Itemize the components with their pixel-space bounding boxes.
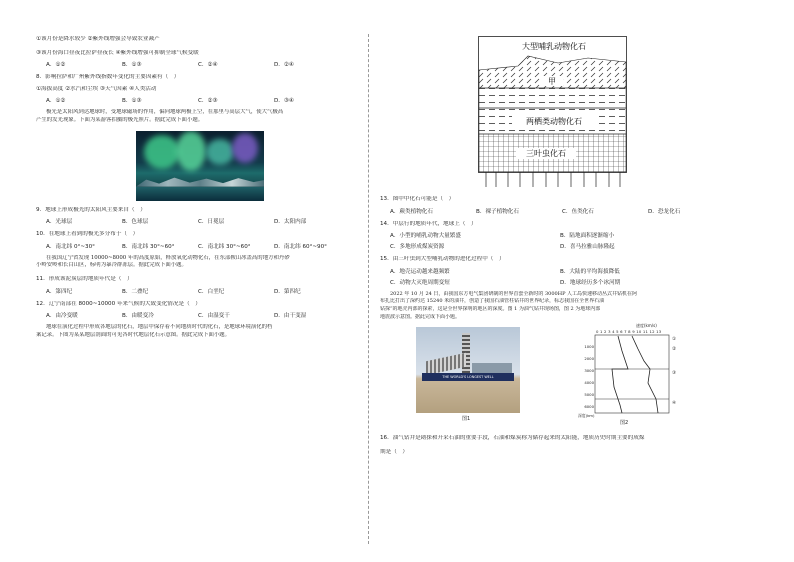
option-a: A．小型的哺乳动物大量繁盛 — [390, 233, 461, 240]
layer-mark-3: ③ — [672, 371, 677, 377]
question-15: 15．由三叶虫到大型哺乳动物的进化过程中（ ） — [380, 256, 505, 263]
option-c: C．多地形成煤炭资源 — [390, 244, 445, 251]
question-11: 11．形成该泥炭层的地质年代是（ ） — [36, 275, 133, 282]
question-12: 12．辽宁南部在 8000~10000 年来气候的大致变化情况是（ ） — [36, 300, 201, 307]
passage-line: 小岭安岭和长白山区，标明为暴冷群冻层。据此完成下面小题。 — [36, 262, 187, 269]
depth-tick: 5000 — [584, 392, 594, 398]
option-a: A．南北纬 0°~30° — [46, 243, 95, 250]
option-d: D．由干变湿 — [274, 313, 307, 320]
option-b: B．①③ — [122, 98, 142, 105]
passage-line: 地震波示意图。据此完成下面小题。 — [380, 313, 461, 320]
left-column — [36, 36, 358, 339]
depth-ticks — [580, 341, 594, 413]
question-16: 16．油气钻井是勘探和开采石油的重要手段，石油和煤炭称为储存起来的太阳能，地质历史时期主要的成煤 — [380, 435, 645, 442]
option-d: D．第四纪 — [274, 288, 301, 295]
option-c: C．②③ — [198, 98, 218, 105]
strata-label-trilobite: 三叶虫化石 — [526, 149, 566, 158]
axis-label-depth: 深度(km) — [578, 413, 595, 419]
question-13: 13．图中甲化石可能是（ ） — [380, 196, 455, 202]
answer-options — [390, 207, 750, 215]
depth-tick: 1000 — [584, 344, 594, 350]
passage-line: 地球在演化过程中形成各地层的化石，地层中保存着不同地质时代的化石，是地球环境演化的档 — [46, 324, 273, 331]
option-b: B．①③ — [122, 62, 142, 69]
option-line: ③该月份海口昼夜比拉萨昼夜长 ④紫外线增强可抑制全球气候变暖 — [36, 49, 199, 56]
option-a: A．蕨类植物化石 — [390, 208, 433, 215]
passage-aurora — [36, 109, 358, 124]
answer-options — [46, 242, 358, 250]
axis-label-velocity: 速度(km/s) — [636, 323, 657, 329]
question-16-cont: 期是（ ） — [380, 448, 408, 455]
drilling-rig-photo — [416, 327, 520, 413]
option-c: C．由湿变干 — [198, 313, 230, 320]
passage-line: 2022 年 10 月 24 日，由我国东方电气集团研制的世界首套全新时的 3000HP 人工岛快速移动丛式井钻机在阿 — [390, 290, 638, 297]
question-9: 9．地球上形成极光的太阳风主要来自（ ） — [36, 206, 146, 213]
right-column — [380, 38, 750, 456]
question-8: 8．影响拉萨和广州紫外线指数年变化的主要因素有（ ） — [36, 74, 180, 81]
question-14: 14．甲层行的地质年代，地球上（ ） — [380, 220, 477, 227]
option-c: C．鱼类化石 — [562, 208, 594, 215]
option-a: A．①② — [46, 98, 66, 105]
option-c: C．日冕层 — [198, 219, 225, 226]
option-a: A．①② — [46, 62, 66, 69]
strata-label-amphibian: 两栖类动物化石 — [526, 117, 582, 126]
option-d: D．南北纬 60°~90° — [274, 243, 327, 250]
option-b: B．裸子植物化石 — [476, 208, 519, 215]
passage-line: 在我国辽宁省发现 10000~8000 年的高度原始，释放氧化动物化石，在东部鞍山冰盖高的地方和丹砂 — [46, 254, 290, 261]
layer-mark-2: ② — [672, 347, 677, 353]
question-10: 10．在地球上看到的极光多分布于（ ） — [36, 231, 139, 238]
answer-options — [390, 231, 750, 250]
option-c: C．动物大灭绝周期变短 — [390, 279, 450, 286]
answer-options — [46, 311, 358, 319]
option-d: D．恐龙化石 — [648, 208, 681, 215]
option-c: C．南北纬 30°~60° — [198, 243, 251, 250]
fig2-caption: 图2 — [620, 420, 629, 427]
strata-label-jia: 甲 — [548, 77, 556, 86]
passage-drilling — [380, 291, 750, 321]
seismic-wave-chart — [578, 323, 688, 423]
passage-strata — [36, 324, 358, 339]
depth-tick: 2000 — [584, 356, 594, 362]
column-divider — [368, 34, 369, 544]
option-line: ①海拔高度 ②水汽和尘埃 ③天气因素 ④人类活动 — [36, 85, 157, 92]
option-d: D．太阳内部 — [274, 219, 307, 226]
passage-peat — [36, 255, 358, 270]
option-c: C．②④ — [198, 62, 218, 69]
answer-options — [390, 267, 750, 286]
passage-line: 产生的发光现象。下面为某游客拍摄的极光照片。据此完成下面小题。 — [36, 116, 204, 123]
answer-options — [46, 287, 358, 295]
option-a: A．光球层 — [46, 219, 73, 226]
passage-line: 极光是太阳风到达地球时，受地球磁场的作用，偏向地球两极上空，在那里与高层大气，使大气极高 — [46, 109, 284, 116]
option-line: ①该月份是降水较少 ②紫外线增强会导致农业减产 — [36, 36, 160, 42]
option-b: B．陆地面积逐渐缩小 — [560, 233, 615, 240]
option-d: D．②④ — [274, 62, 294, 69]
fig1-caption: 图1 — [462, 416, 471, 423]
answer-options — [46, 217, 358, 225]
aurora-photo — [136, 131, 264, 201]
option-b: B．大陆的平均海拔降低 — [560, 268, 620, 275]
option-d: D．喜马拉雅山脉隆起 — [560, 244, 615, 251]
answer-options — [46, 96, 358, 104]
rig-banner: THE WORLD'S LONGEST WELL — [422, 373, 514, 381]
option-b: B．二叠纪 — [122, 288, 149, 295]
passage-line: 布扎比打出了深约达 15240 米的油井，创造了我国石油管柱钻井的世界纪录，标志我国在全世界石油 — [380, 298, 605, 305]
depth-tick: 4000 — [584, 380, 594, 386]
strata-diagram — [478, 36, 628, 188]
figures-row — [380, 323, 750, 427]
passage-line: 钻探”的地壳内部的探索，这是全世界探明的地区的深度。图 1 为油气钻井现场图，图 2 为地球内部 — [380, 305, 601, 312]
layer-mark-4: ④ — [672, 401, 677, 407]
option-a: A．地壳运动越来越频繁 — [390, 268, 450, 275]
option-b: B．南北纬 30°~60° — [122, 243, 175, 250]
option-b: B．由暖变冷 — [122, 313, 154, 320]
option-a: A．由冷变暖 — [46, 313, 78, 320]
depth-tick: 6000 — [584, 404, 594, 410]
option-b: B．色球层 — [122, 219, 149, 226]
answer-options — [46, 60, 358, 68]
velocity-ticks: 0 1 2 3 4 5 6 7 8 9 10 11 12 13 — [596, 329, 662, 335]
passage-line: 案记录。下图为某某地层剖面的可见各时代地层化石示意图。据此完成下面小题。 — [36, 331, 231, 338]
layer-mark-1: ① — [672, 337, 677, 343]
option-a: A．第四纪 — [46, 288, 73, 295]
option-d: D．③④ — [274, 98, 294, 105]
option-d: D．地球经历多个冰河期 — [560, 279, 621, 286]
depth-tick: 3000 — [584, 368, 594, 374]
strata-label-mammal: 大型哺乳动物化石 — [522, 42, 586, 51]
option-c: C．白垩纪 — [198, 288, 225, 295]
